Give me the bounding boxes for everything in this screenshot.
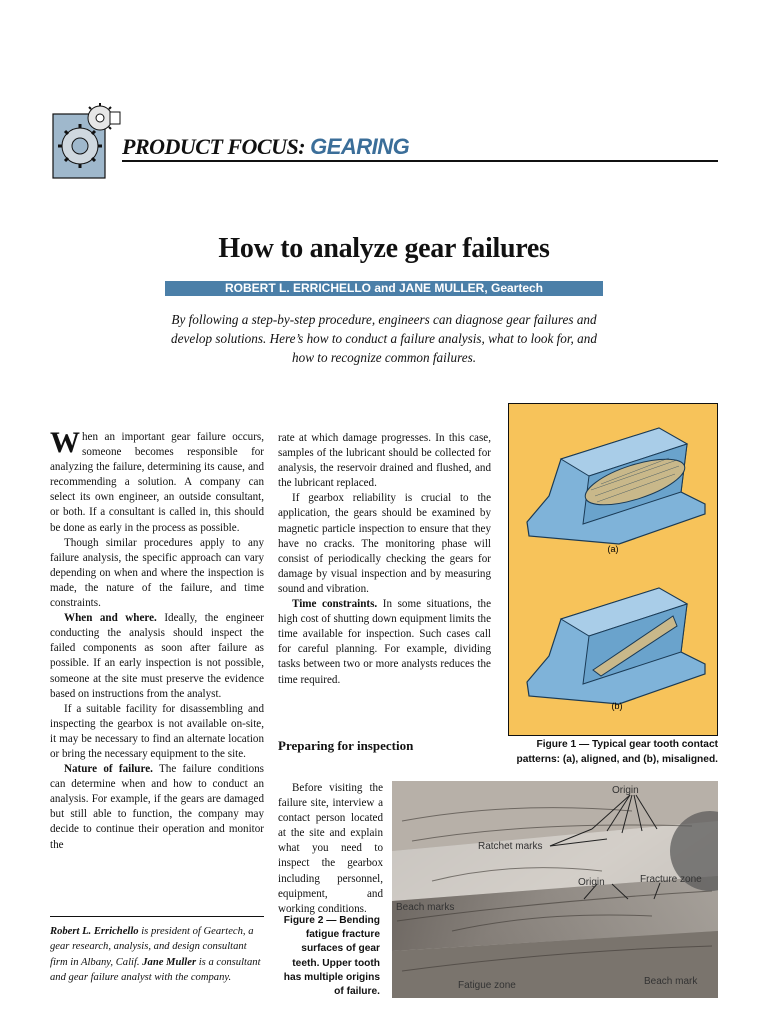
figure-2-caption: Figure 2 — Bending fatigue fracture surfaces of gear teeth. Upper tooth has multiple origins of failure. [283,915,380,998]
figure-2-photo [392,781,718,998]
gear-tooth-a-illustration [527,428,705,544]
paragraph-8: Time constraints. In some situations, the high cost of shutting down equipment limits the time available for inspection. Such cases call for careful planning. For example, dividing tasks between two or more analysts reduces the time required. [278,598,491,686]
label-ratchet-marks: Ratchet marks [478,841,543,852]
drop-cap: W [50,426,80,459]
label-fracture-zone: Fracture zone [640,874,702,885]
paragraph-5: Nature of failure. The failure conditions can determine when and how to conduct an analysis. For example, if the gears are damaged but still able to function, the company may decide to continue their operation and monitor the [50,763,264,851]
label-origin-mid: Origin [578,877,605,888]
subhead-preparing: Preparing for inspection [278,738,414,753]
paragraph-6: rate at which damage progresses. In this case, samples of the lubricant should be collected for analysis, the reservoir drained and flushed, and the lubricant replaced. [278,432,491,490]
column-1 [50,426,264,853]
figure-1 [508,403,718,736]
label-beach-mark: Beach mark [644,976,698,987]
label-fatigue-zone: Fatigue zone [458,980,516,991]
article-title: How to analyze gear failures [218,233,550,264]
figure-1-label-a: (a) [607,544,619,554]
paragraph-9: Before visiting the failure site, interview a contact person located at the site and explain what you need to inspect the gearbox including personnel, equipment, and working conditions. [278,782,383,915]
paragraph-2: Though similar procedures apply to any failure analysis, the specific approach can vary depending on when and where the inspection is made, the nature of the failure, and time constraints. [50,536,264,610]
label-beach-marks: Beach marks [396,902,455,913]
bio-rule [50,916,264,917]
section-topic: GEARING [310,134,410,159]
byline-bar: ROBERT L. ERRICHELLO and JANE MULLER, Geartech [165,281,603,296]
figure-1-caption: Figure 1 — Typical gear tooth contact patterns: (a), aligned, and (b), misaligned. [516,739,718,765]
paragraph-4: If a suitable facility for disassembling and inspecting the gearbox is not available on-site, it may be necessary to find an alternate location or bring the necessary equipment to the site. [50,702,264,760]
gear-logo-icon [52,100,122,180]
header-rule [122,160,718,162]
author-bio: Robert L. Errichello is president of Geartech, a gear research, analysis, and design consultant firm in Albany, Calif. Jane Muller is a consultant and gear failure analyst with the company. [50,926,261,983]
paragraph-1: When an important gear failure occurs, someone becomes responsible for analyzing the failure, determining its cause, and recommending a solution. A company can select its own engineer, an outside consultant, or both. If a consultant is called in, this should be done as early in the process as possible. [50,426,264,534]
section-title [122,134,409,160]
figure-1-label-b: (b) [611,701,623,711]
gear-tooth-b-illustration [527,588,705,704]
column-2 [278,431,491,688]
label-origin-top: Origin [612,785,639,796]
paragraph-7: If gearbox reliability is crucial to the application, the gears should be examined by magnetic particle inspection to ensure that they have no cracks. The monitoring phase will consist of periodically checking the gears for damage by visual inspection and by measuring sound and vibration. [278,492,491,595]
article-deck: By following a step-by-step procedure, engineers can diagnose gear failures and develop solutions. Here’s how to conduct a failure analysis, what to look for, and how to recognize common failures. [171,312,597,365]
paragraph-3: When and where. Ideally, the engineer conducting the analysis should inspect the failed components as soon after failure as possible. If an early inspection is not possible, someone at the site must preserve the evidence based on instructions from the analyst. [50,612,264,700]
section-prefix: PRODUCT FOCUS: [122,134,311,159]
